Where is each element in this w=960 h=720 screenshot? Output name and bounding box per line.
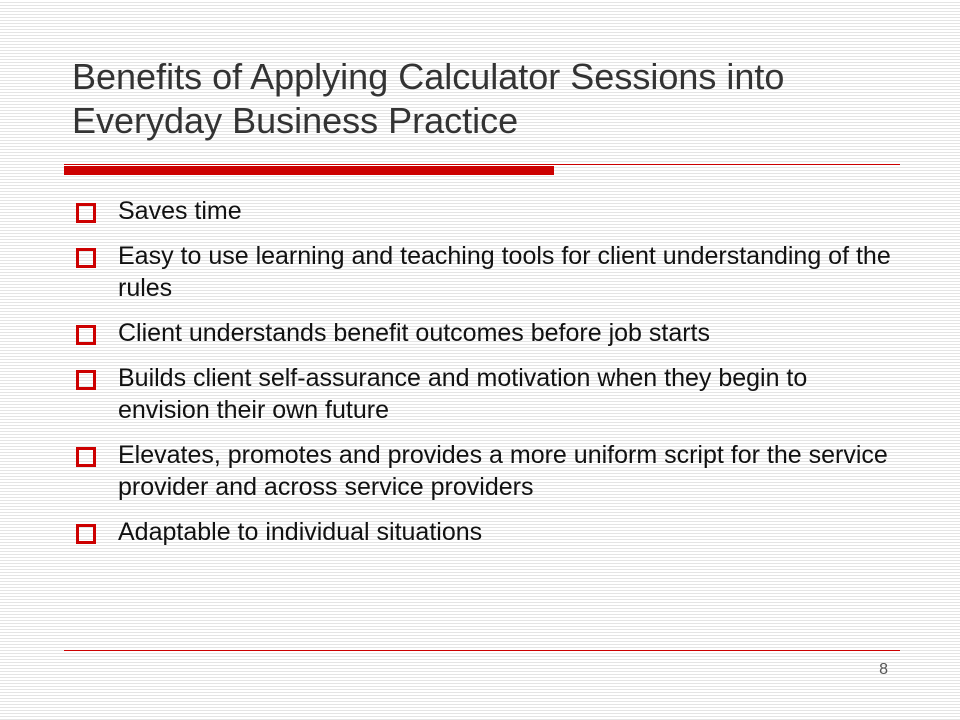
bullet-text: Elevates, promotes and provides a more uniform script for the service provider and across service providers — [118, 441, 888, 501]
title-divider-thick — [64, 166, 554, 175]
bullet-item — [72, 362, 892, 426]
bullet-text: Client understands benefit outcomes before job starts — [118, 319, 711, 347]
hollow-square-bullet-icon — [76, 447, 96, 467]
bullet-text: Easy to use learning and teaching tools for client understanding of the rules — [118, 242, 891, 302]
bullet-text: Saves time — [118, 197, 242, 225]
hollow-square-bullet-icon — [76, 248, 96, 268]
bullet-item — [72, 240, 892, 304]
bullet-item — [72, 195, 892, 227]
bullet-text: Builds client self-assurance and motivation when they begin to envision their own future — [118, 364, 808, 424]
bullet-item — [72, 516, 892, 548]
bullet-item — [72, 439, 892, 503]
bullet-text: Adaptable to individual situations — [118, 518, 483, 546]
bullet-item — [72, 317, 892, 349]
hollow-square-bullet-icon — [76, 325, 96, 345]
bullet-list — [72, 195, 892, 561]
page-number: 8 — [879, 661, 888, 678]
hollow-square-bullet-icon — [76, 203, 96, 223]
footer-divider — [64, 650, 900, 651]
hollow-square-bullet-icon — [76, 370, 96, 390]
slide-title: Benefits of Applying Calculator Sessions into Everyday Business Practice — [72, 56, 785, 141]
hollow-square-bullet-icon — [76, 524, 96, 544]
title-divider-thin — [64, 164, 900, 165]
